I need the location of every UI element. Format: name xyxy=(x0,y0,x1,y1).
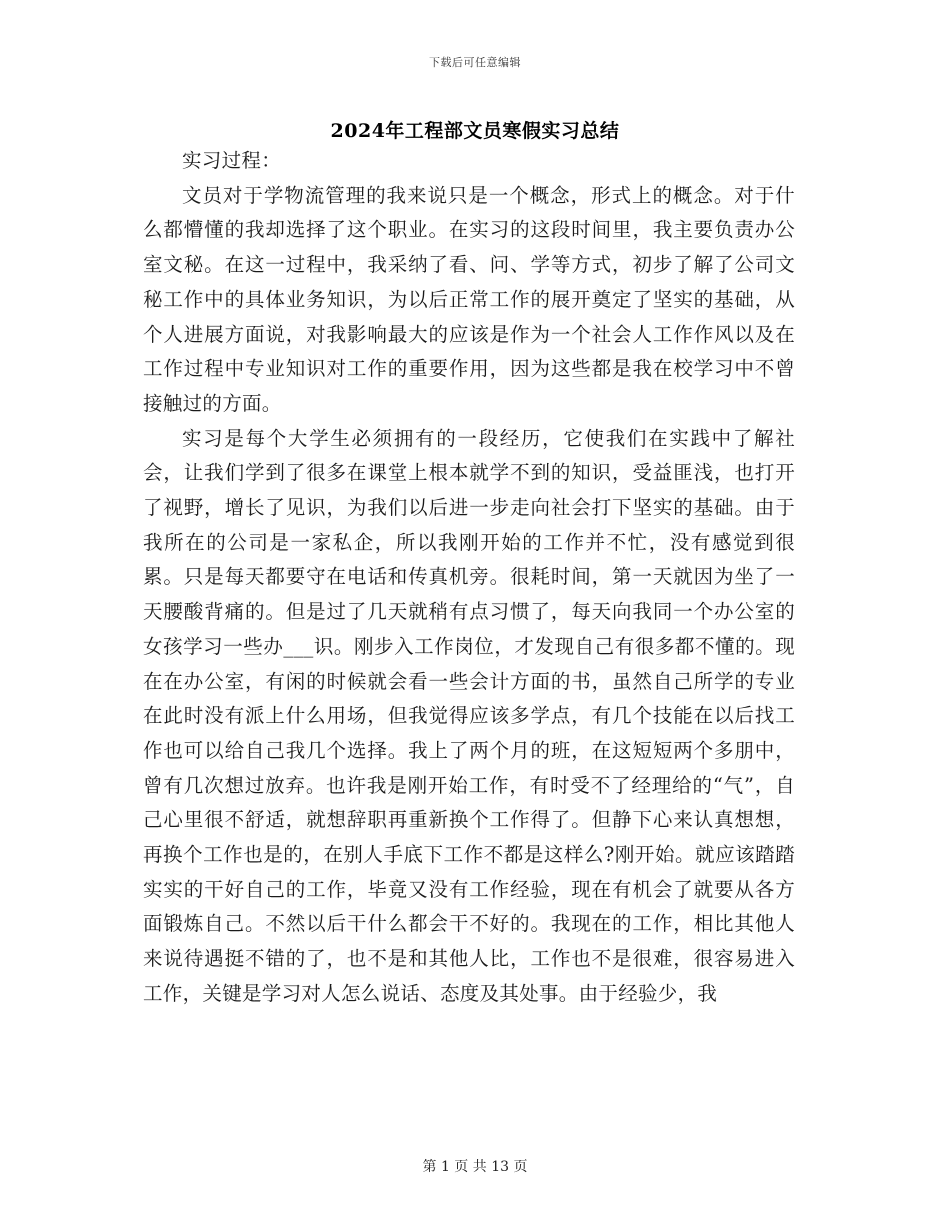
section-label: 实习过程： xyxy=(182,149,282,172)
page-footer-indicator: 第 1 页 共 13 页 xyxy=(422,1159,528,1175)
page-header-note: 下载后可任意编辑 xyxy=(429,56,521,69)
paragraph-2: 实习是每个大学生必须拥有的一段经历，它使我们在实践中了解社会，让我们学到了很多在课堂上根本就学不到的知识，受益匪浅，也打开了视野，增长了见识，为我们以后进一步走向社会打下坚实的基础。由于我所在的公司是一家私企，所以我刚开始的工作并不忙，没有感觉到很累。只是每天都要守在电话和传真机旁。很耗时间，第一天就因为坐了一天腰酸背痛的。但是过了几天就稍有点习惯了，每天向我同一个办公室的女孩学习一些办___识。刚步入工作岗位，才发现自己有很多都不懂的。现在在办公室，有闲的时候就会看一些会计方面的书，虽然自己所学的专业在此时没有派上什么用场，但我觉得应该多学点，有几个技能在以后找工作也可以给自己我几个选择。我上了两个月的班，在这短短两个多朋中，曾有几次想过放弃。也许我是刚开始工作，有时受不了经理给的“气”，自己心里很不舒适，就想辞职再重新换个工作得了。但静下心来认真想想，再换个工作也是的，在别人手底下工作不都是这样么?刚开始。就应该踏踏实实的干好自己的工作，毕竟又没有工作经验，现在有机会了就要从各方面锻炼自己。不然以后干什么都会干不好的。我现在的工作，相比其他人来说待遇挺不错的了，也不是和其他人比，工作也不是很难，很容易进入工作，关键是学习对人怎么说话、态度及其处事。由于经验少，我 xyxy=(143,426,795,1005)
document-body xyxy=(143,144,795,1012)
paragraph-1: 文员对于学物流管理的我来说只是一个概念，形式上的概念。对于什么都懵懂的我却选择了这个职业。在实习的这段时间里，我主要负责办公室文秘。在这一过程中，我采纳了看、问、学等方式，初步了解了公司文秘工作中的具体业务知识，为以后正常工作的展开奠定了坚实的基础，从个人进展方面说，对我影响最大的应该是作为一个社会人工作作风以及在工作过程中专业知识对工作的重要作用，因为这些都是我在校学习中不曾接触过的方面。 xyxy=(143,183,795,415)
document-title: 2024年工程部文员寒假实习总结 xyxy=(330,120,620,142)
